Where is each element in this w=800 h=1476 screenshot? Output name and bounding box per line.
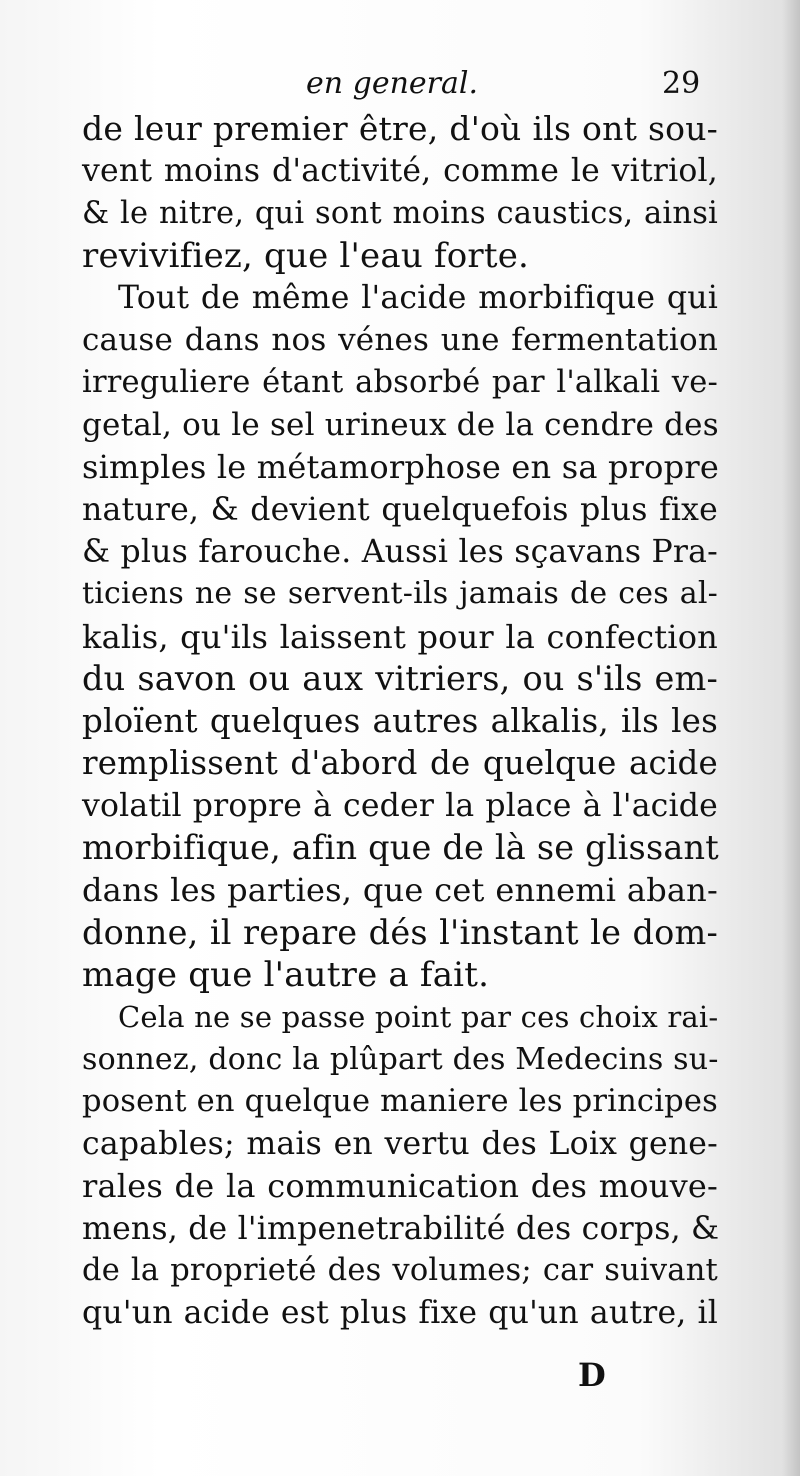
text-line: & plus farouche. Aussi les sçavans Pra-	[82, 533, 718, 570]
page-number: 29	[662, 66, 701, 101]
text-line: qu'un acide est plus fixe qu'un autre, il	[82, 1295, 718, 1332]
text-line: mage que l'autre a fait.	[82, 954, 490, 995]
page-fold-shadow	[782, 0, 800, 1476]
text-line: mens, de l'impenetrabilité des corps, &	[82, 1210, 720, 1247]
text-line: de leur premier être, d'où ils ont sou-	[82, 109, 718, 148]
text-line: kalis, qu'ils laissent pour la confection	[82, 617, 718, 656]
body-text	[82, 108, 718, 1335]
text-line: sonnez, donc la plûpart des Medecins su-	[82, 1041, 719, 1077]
text-line: simples le métamorphose en sa propre	[82, 448, 719, 487]
text-line: du savon ou aux vitriers, ou s'ils em-	[82, 658, 718, 698]
text-line: morbifique, afin que de là se glissant	[82, 828, 719, 868]
text-line: donne, il repare dés l'instant le dom-	[82, 912, 718, 952]
signature-mark: D	[578, 1356, 606, 1394]
text-line: vent moins d'activité, comme le vitriol,	[82, 153, 718, 190]
paragraph-start-line: Tout de même l'acide morbifique qui	[118, 280, 718, 317]
text-line: ticiens ne se servent-ils jamais de ces al-	[82, 576, 718, 612]
text-line: capables; mais en vertu des Loix gene-	[82, 1126, 718, 1163]
text-line: getal, ou le sel urineux de la cendre des	[82, 407, 719, 444]
text-line: revivifiez, que l'eau forte.	[82, 235, 530, 276]
text-line: dans les parties, que cet ennemi aban-	[82, 871, 718, 910]
text-line: irreguliere étant absorbé par l'alkali ve-	[82, 364, 718, 400]
running-head: en general.	[306, 66, 479, 101]
text-line: & le nitre, qui sont moins caustics, ainsi	[82, 195, 718, 231]
text-line: ploïent quelques autres alkalis, ils les	[82, 702, 718, 741]
text-line: nature, & devient quelquefois plus fixe	[82, 491, 718, 528]
text-line: volatil propre à ceder la place à l'acide	[82, 787, 718, 824]
text-line: rales de la communication des mouve-	[82, 1167, 718, 1206]
text-line: remplissent d'abord de quelque acide	[82, 744, 718, 783]
text-line: posent en quelque maniere les principes	[82, 1083, 718, 1119]
text-line: cause dans nos vénes une fermentation	[82, 322, 718, 359]
paragraph-start-line: Cela ne se passe point par ces choix rai-	[118, 1000, 719, 1035]
text-line: de la proprieté des volumes; car suivant	[82, 1253, 718, 1289]
